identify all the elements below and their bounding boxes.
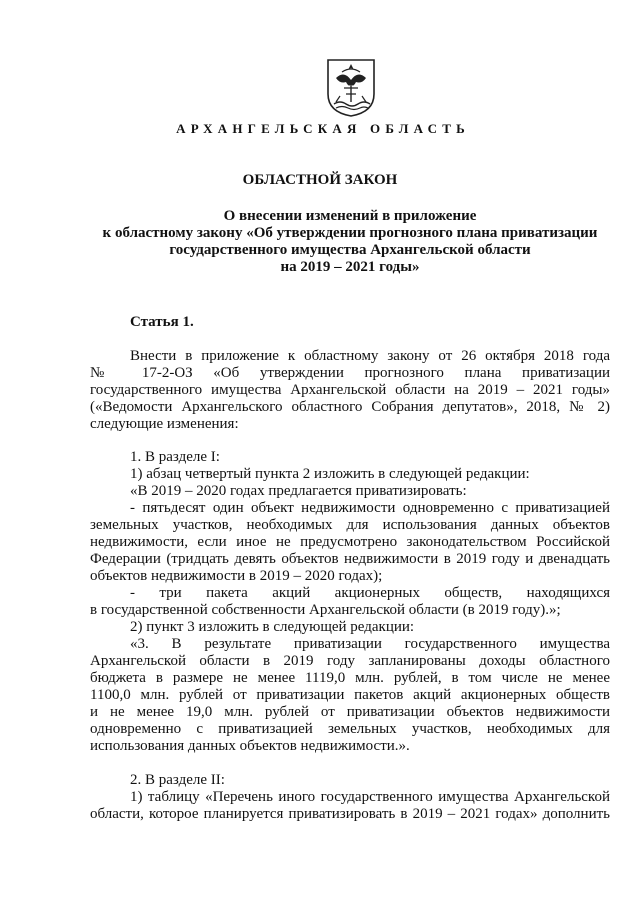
paragraph-line: государственного имущества Архангельской области на 2019 – 2021 годы» [90,382,610,398]
law-title-line: к областному закону «Об утверждении прогнозного плана приватизации [102,225,598,241]
section-heading: 2. В разделе II: [130,772,225,788]
paragraph-line: следующие изменения: [90,416,239,432]
coat-of-arms-icon [326,58,376,118]
paragraph-line: и не менее 19,0 млн. рублей от приватизации объектов недвижимости [90,704,610,720]
paragraph-line: объектов недвижимости в 2019 – 2020 годах); [90,568,383,584]
paragraph-line: земельных участков, необходимых для использования данных объектов [90,517,610,533]
paragraph-line: недвижимости, если иное не предусмотрено законодательством Российской [90,534,610,550]
paragraph-line: использования данных объектов недвижимости.». [90,738,410,754]
paragraph-line: - пятьдесят один объект недвижимости одновременно с приватизацией [130,500,610,516]
paragraph-line: № 17-2-ОЗ «Об утверждении прогнозного плана приватизации [90,365,610,381]
paragraph-line: «В 2019 – 2020 годах предлагается приватизировать: [130,483,467,499]
section-heading: 1. В разделе I: [130,449,220,465]
paragraph-line: в государственной собственности Архангельской области (в 2019 году).»; [90,602,561,618]
article-heading: Статья 1. [130,314,194,330]
paragraph-line: 1100,0 млн. рублей от приватизации пакетов акций акционерных обществ [90,687,610,703]
paragraph-line: одновременно с приватизацией земельных участков, необходимых для [90,721,610,737]
region-name: АРХАНГЕЛЬСКАЯ ОБЛАСТЬ [176,121,470,136]
paragraph-line: 2) пункт 3 изложить в следующей редакции: [130,619,415,635]
paragraph-line: бюджета в размере не менее 1119,0 млн. рублей, в том числе не менее [90,670,610,686]
paragraph-line: Архангельской области в 2019 году запланированы доходы областного [90,653,610,669]
paragraph-line: 1) таблицу «Перечень иного государственного имущества Архангельской [130,789,610,805]
paragraph-line: («Ведомости Архангельского областного Собрания депутатов», 2018, № 2) [90,399,610,415]
law-title-line: О внесении изменений в приложение [223,208,477,224]
paragraph-line: Федерации (тридцать девять объектов недвижимости в 2019 году и двенадцать [90,551,610,567]
law-title-line: на 2019 – 2021 годы» [280,259,420,275]
paragraph-line: 1) абзац четвертый пункта 2 изложить в следующей редакции: [130,466,530,482]
law-type-heading: ОБЛАСТНОЙ ЗАКОН [242,172,398,188]
paragraph-line: области, которое планируется приватизировать в 2019 – 2021 годах» дополнить [90,806,610,822]
paragraph-line: «3. В результате приватизации государственного имущества [130,636,610,652]
law-title [90,208,610,276]
law-title-line: государственного имущества Архангельской области [169,242,531,258]
paragraph-line: Внести в приложение к областному закону от 26 октября 2018 года [130,348,610,364]
paragraph-line: - три пакета акций акционерных обществ, находящихся [130,585,610,601]
